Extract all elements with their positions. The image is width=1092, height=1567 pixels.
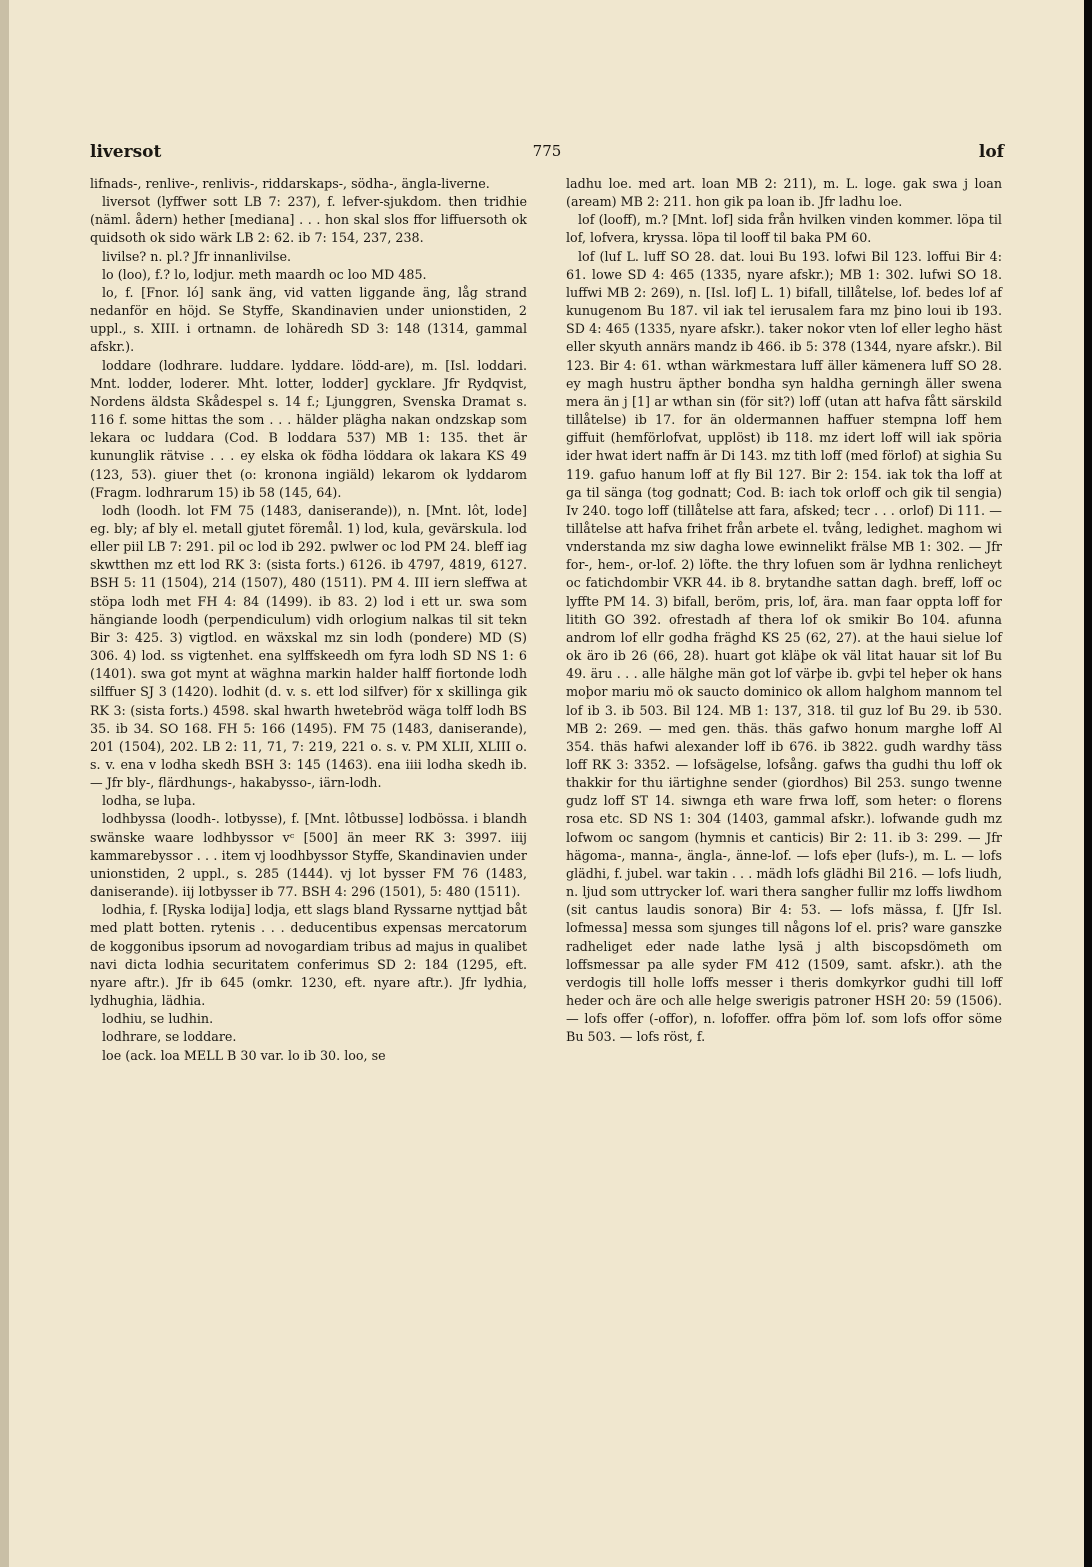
entry-loe: loe (ack. loa MELL B 30 var. lo ib 30. loo, se: [102, 1047, 386, 1063]
entry-lo-lodjur: lo (loo), f.? lo, lodjur. meth maardh oc loo MD 485.: [102, 266, 427, 282]
header-left-guideword: liversot: [90, 142, 162, 162]
page-edge: [0, 0, 9, 1567]
entry-lof-vind: lof (looff), m.? [Mnt. lof] sida från hvilken vinden kommer. löpa til lof, lofvera, kryssa. löpa til looff til baka PM 60.: [566, 212, 1002, 246]
left-column: [90, 175, 527, 1065]
entry-lo-ang: lo, f. [Fnor. ló] sank äng, vid vatten liggande äng, låg strand nedanför en höjd. Se Styffe, Skandinavien under unionstiden, 2 uppl., s. XIII. i ortnamn. de lohäredh SD 3: 148 (1314, gammal afskr.).: [90, 284, 527, 355]
entry-lodha: lodha, se luþa.: [102, 793, 196, 809]
entry-liversot: liversot (lyffwer sott LB 7: 237), f. lefver-sjukdom. then tridhie (näml. ådern) hether [mediana] . . . hon skal slos ffor liffuersoth ok quidsoth ok sido wärk LB 2: 62. ib 7: 154, 237, 238.: [90, 194, 527, 246]
page-number: 775: [532, 142, 562, 160]
entry-livilse: livilse? n. pl.? Jfr innanlivilse.: [102, 248, 292, 264]
entry-loddare: loddare (lodhrare. luddare. lyddare. lödd-are), m. [Isl. loddari. Mnt. lodder, loderer. Mht. lotter, lodder] gycklare. Jfr Rydqvist, Nordens äldsta Skådespel s. 14 f.; Ljunggren, Svenska Dramat s. 116 f. some hittas the som . . . hälder plägha nakan ondzskap som lekara oc luddara (Cod. B loddara 537) MB 1: 135. thet är kununglik rätvise . . . ey elska ok födha löddara ok lakara KS 49 (123, 53). giuer thet (o: kronona ingiäld) lekarom ok lyddarom (Fragm. lodhrarum 15) ib 58 (145, 64).: [90, 357, 527, 500]
header-right-guideword: lof: [978, 142, 1004, 162]
right-column: [566, 175, 1002, 1047]
entry-lodh: lodh (loodh. lot FM 75 (1483, daniserande)), n. [Mnt. lôt, lode] eg. bly; af bly el. metall gjutet föremål. 1) lod, kula, gevärskula. lod eller piil LB 7: 291. pil oc lod ib 292. pwlwer oc lod PM 24. bleff iag skwtthen mz ett lod RK 3: (sista forts.) 6126. ib 4797, 4819, 6127. BSH 5: 11 (1504), 214 (1507), 480 (1511). PM 4. III iern sleffwa at stöpa lodh met FH 4: 84 (1499). ib 83. 2) lod i ett ur. swa som hängiande loodh (perpendiculum) vidh orlogium nalkas til sit tekn Bir 3: 425. 3) vigtlod. en wäxskal mz sin lodh (pondere) MD (S) 306. 4) lod. ss vigtenhet. ena sylffskeedh om fyra lodh SD NS 1: 6 (1401). swa got mynt at wäghna markin halder halff fiortonde lodh silffuer SJ 3 (1420). lodhit (d. v. s. ett lod silfver) för x skillinga gik RK 3: (sista forts.) 4598. skal hwarth hwetebröd wäga tolff lodh BS 35. ib 34. SO 168. FH 5: 166 (1495). FM 75 (1483, daniserande), 201 (1504), 202. LB 2: 11, 71, 7: 219, 221 o. s. v. PM XLII, XLIII o. s. v. ena v lodha skedh BSH 3: 145 (1463). ena iiii lodha skedh ib. — Jfr bly-, flärdhungs-, hakabysso-, iärn-lodh.: [90, 502, 527, 791]
entry-lodhrare: lodhrare, se loddare.: [102, 1029, 237, 1045]
running-head: [90, 142, 1004, 168]
entry-loe-cont: ladhu loe. med art. loan MB 2: 211), m. L. loge. gak swa j loan (aream) MB 2: 211. hon gik pa loan ib. Jfr ladhu loe.: [566, 176, 1002, 210]
entry-lifnads: lifnads-, renlive-, renlivis-, riddarskaps-, södha-, ängla-liverne.: [90, 176, 490, 191]
entry-lodhbyssa: lodhbyssa (loodh-. lotbysse), f. [Mnt. lôtbusse] lodbössa. i blandh swänske waare lodhbyssor vᶜ [500] än meer RK 3: 3997. iiij kammarebyssor . . . item vj loodhbyssor Styffe, Skandinavien under unionstiden, 2 uppl., s. 285 (1444). vj lot bysser FM 76 (1483, daniserande). iij lotbysser ib 77. BSH 4: 296 (1501), 5: 480 (1511).: [90, 811, 527, 900]
entry-lodhiu: lodhiu, se ludhin.: [102, 1011, 214, 1027]
entry-lof: lof (luf L. luff SO 28. dat. loui Bu 193. lofwi Bil 123. loffui Bir 4: 61. lowe SD 4: 465 (1335, nyare afskr.); MB 1: 302. lufwi SO 18. luffwi MB 2: 269), n. [Isl. lof] L. 1) bifall, tillåtelse, lof. bedes lof af kunugenom Bu 187. vil iak tel ierusalem fara mz þino loui ib 193. SD 4: 465 (1335, nyare afskr.). taker nokor vten lof eller legho häst eller skyuth annärs mandz ib 466. ib 5: 378 (1344, nyare afskr.). Bil 123. Bir 4: 61. wthan wärkmestara luff äller kämenera luff SO 28. ey magh hustru äpther bondha syn haldha gerningh äller swena mera än j [1] ar wthan sin (för sit?) loff (utan att hafva fått särskild tillåtelse) ib 17. for än oldermannen haffuer stempna loff hem giffuit (hemförlofvat, upplöst) ib 118. mz idert loff will iak spöria ider hwat idert naffn är Di 143. mz tith loff (med förlof) at sighia Su 119. gafuo hanum loff at fly Bil 127. Bir 2: 154. iak tok tha loff at ga til sänga (tog godnatt; Cod. B: iach tok orloff och gik til sengia) Iv 240. togo loff (tillåtelse att fara, afsked; tecr . . . orlof) Di 111. — tillåtelse att hafva frihet från arbete el. tvång, ledighet. maghom wi vnderstanda mz siw dagha lowe ewinnelikt frälse MB 1: 302. — Jfr for-, hem-, or-lof. 2) löfte. the thry lofuen som är lydhna renlicheyt oc fatichdombir VKR 44. ib 8. brytandhe sattan dagh. breff, loff oc lyffte PM 14. 3) bifall, beröm, pris, lof, ära. man faar oppta loff for litith GO 392. ofrestadh af thera lof ok smikir Bo 104. afunna androm lof ellr godha fräghd KS 25 (62, 27). at the haui sielue lof ok äro ib 26 (66, 28). huart got kläþe ok väl litat hauar sit lof Bu 49. äru . . . alle hälghe män got lof värþe ib. gvþi tel heþer ok hans moþor mariu mö ok saucto dominico ok allom halghom mannom tel lof ib 3. ib 503. Bil 124. MB 1: 137, 318. til guz lof Bu 29. ib 530. MB 2: 269. — med gen. thäs. thäs gafwo honum marghe loff Al 354. thäs hafwi alexander loff ib 676. ib 3822. gudh wardhy täss loff RK 3: 3352. — lofsägelse, lofsång. gafws tha gudhi thu loff ok thakkir for thu iärtighne sender (giordhos) Bil 253. sungo twenne gudz loff ST 14. siwnga eth ware frwa loff, som heter: o florens rosa etc. SD NS 1: 304 (1403, gammal afskr.). lofwande gudh mz lofwom oc sangom (hymnis et canticis) Bir 2: 11. ib 3: 299. — Jfr hägoma-, manna-, ängla-, änne-lof. — lofs eþer (lufs-), m. L. — lofs glädhi, f. jubel. war takin . . . mädh lofs glädhi Bil 216. — lofs liudh, n. ljud som uttrycker lof. wari thera sangher fullir mz loffs liwdhom (sit cantus laudis sonora) Bir 4: 53. — lofs mässa, f. [Jfr Isl. lofmessa] messa som sjunges till någons lof el. pris? ware ganszke radheliget eder nade lathe lysä j alth biscopsdömeth om loffsmessar pa alle syder FM 412 (1509, samt. afskr.). ath the verdogis till holle loffs messer i theris domkyrkor gudhi till loff heder och äre och alle helge swerigis patroner HSH 20: 59 (1506). — lofs offer (-offor), n. lofoffer. offra þöm lof. som lofs offor söme Bu 503. — lofs röst, f.: [566, 248, 1003, 1045]
entry-lodhia: lodhia, f. [Ryska lodija] lodja, ett slags bland Ryssarne nyttjad båt med platt botten. rytenis . . . deducentibus expensas mercatorum de koggonibus ipsorum ad novogardiam tribus ad majus in qualibet navi dicta lodhia securitatem conferimus SD 2: 184 (1295, eft. nyare aftr.). Jfr ib 645 (omkr. 1230, eft. nyare aftr.). Jfr lydhia, lydhughia, lädhia.: [90, 902, 527, 1009]
